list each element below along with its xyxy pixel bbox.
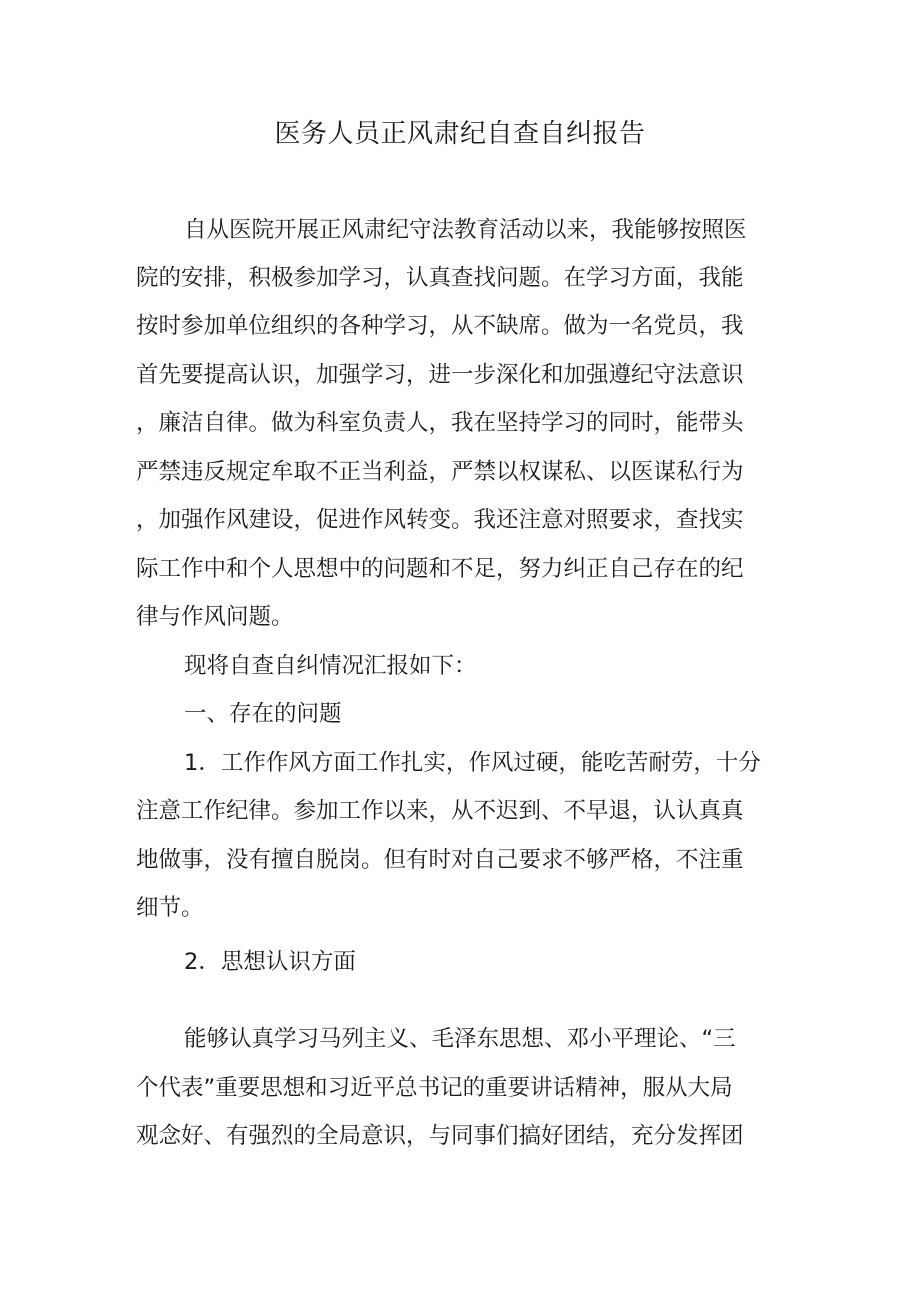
paragraph-1-line-9: 律与作风问题。 — [136, 604, 294, 630]
paragraph-2: 现将自查自纠情况汇报如下： — [184, 653, 477, 679]
paragraph-1-line-7: ，加强作风建设，促进作风转变。我还注意对照要求，查找实 — [136, 507, 744, 533]
item-1-line-4: 细节。 — [136, 895, 204, 921]
paragraph-3-line-3: 观念好、有强烈的全局意识，与同事们搞好团结，充分发挥团 — [136, 1123, 744, 1149]
item-1-line-3: 地做事，没有擅自脱岗。但有时对自己要求不够严格，不注重 — [136, 847, 744, 873]
paragraph-1-line-1: 自从医院开展正风肃纪守法教育活动以来，我能够按照医 — [184, 217, 747, 243]
paragraph-1-line-4: 首先要提高认识，加强学习，进一步深化和加强遵纪守法意识 — [136, 362, 744, 388]
item-2-heading: 2．思想认识方面 — [184, 949, 356, 975]
paragraph-3-line-1: 能够认真学习马列主义、毛泽东思想、邓小平理论、“三 — [184, 1026, 736, 1052]
section-1-heading: 一、存在的问题 — [184, 701, 342, 727]
paragraph-1-line-5: ，廉洁自律。做为科室负责人，我在坚持学习的同时，能带头 — [136, 410, 744, 436]
paragraph-1-line-3: 按时参加单位组织的各种学习，从不缺席。做为一名党员，我 — [136, 313, 744, 339]
document-title: 医务人员正风肃纪自查自纠报告 — [274, 119, 646, 149]
paragraph-1-line-8: 际工作中和个人思想中的问题和不足，努力纠正自己存在的纪 — [136, 556, 744, 582]
item-1-line-2: 注意工作纪律。参加工作以来，从不迟到、不早退，认认真真 — [136, 798, 744, 824]
item-1-line-1: 1．工作作风方面工作扎实，作风过硬，能吃苦耐劳，十分 — [184, 750, 761, 776]
paragraph-1-line-2: 院的安排，积极参加学习，认真查找问题。在学习方面，我能 — [136, 265, 744, 291]
paragraph-3-line-2: 个代表”重要思想和习近平总书记的重要讲话精神，服从大局 — [136, 1075, 733, 1101]
paragraph-1-line-6: 严禁违反规定牟取不正当利益，严禁以权谋私、以医谋私行为 — [136, 459, 744, 485]
